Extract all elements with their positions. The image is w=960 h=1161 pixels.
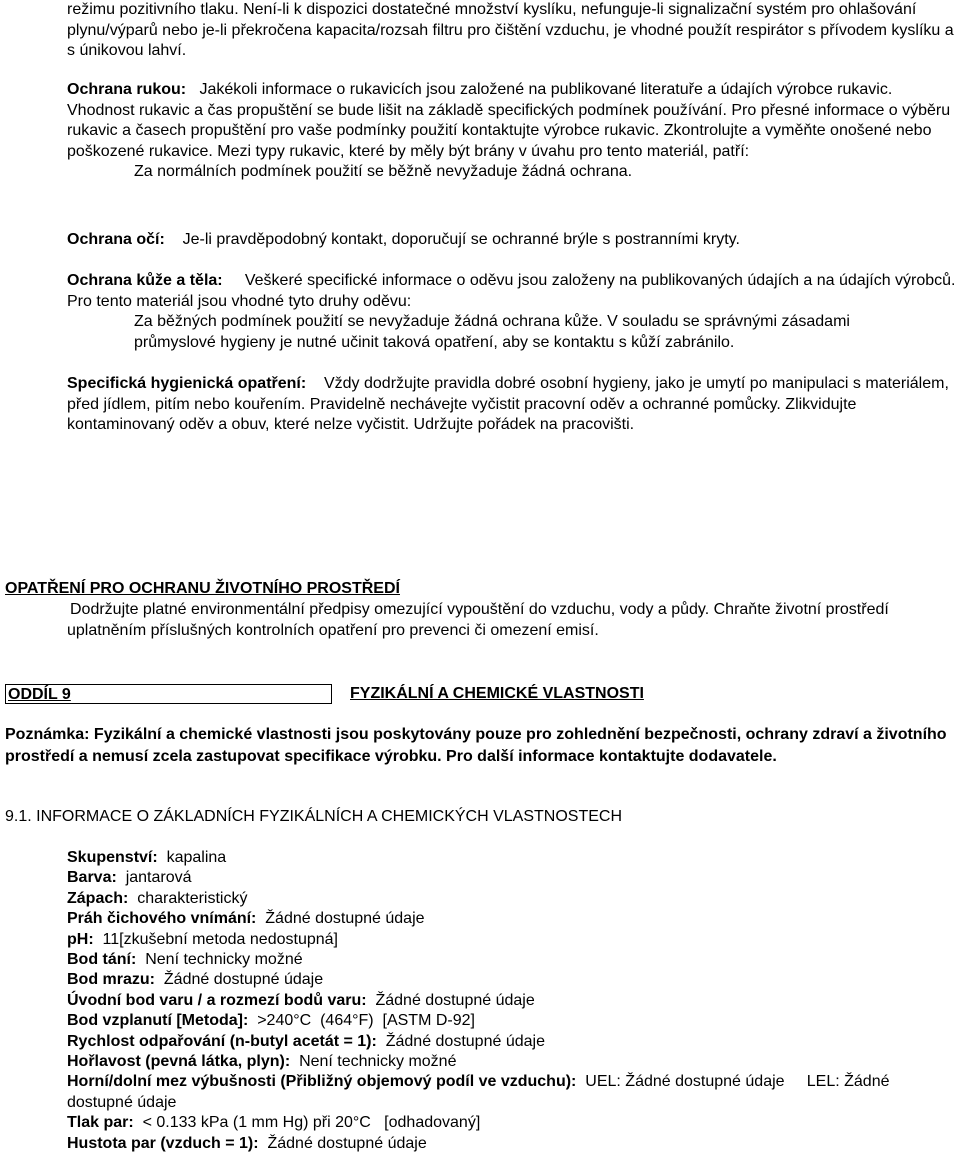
hygiene-text: Vždy dodržujte pravidla dobré osobní hygieny, jako je umytí po manipulaci s materiálem, před jídlem, pitím nebo kouřením. Pravidelně nechávejte vyčistit pracovní oděv a ochranné pomůcky. Zlikvidujte kontaminovaný oděv a obuv, které nelze vyčistit. Udržujte pořádek na pracovišti. bbox=[67, 375, 949, 433]
skin-protection-note: Za běžných podmínek použití se nevyžaduje žádná ochrana kůže. V souladu se správnými zásadami průmyslové hygieny je nutné učinit taková opatření, aby se kontaktu s kůží zabránilo. bbox=[134, 313, 850, 351]
eye-protection-paragraph bbox=[67, 230, 957, 251]
property-label: Bod vzplanutí [Metoda]: bbox=[67, 1012, 249, 1030]
hygiene-paragraph bbox=[67, 374, 957, 436]
subsection-title: 9.1. INFORMACE O ZÁKLADNÍCH FYZIKÁLNÍCH A CHEMICKÝCH VLASTNOSTECH bbox=[5, 808, 622, 825]
property-label: Zápach: bbox=[67, 889, 129, 907]
property-label: Hořlavost (pevná látka, plyn): bbox=[67, 1053, 291, 1071]
property-label: Bod tání: bbox=[67, 951, 137, 969]
properties-list bbox=[67, 848, 957, 1154]
section-number: ODDÍL 9 bbox=[5, 684, 332, 704]
respirator-text: režimu pozitivního tlaku. Není-li k dispozici dostatečné množství kyslíku, nefunguje-li signalizační systém pro ohlašování plynu/výparů nebo je-li překročena kapacita/rozsah filtru pro čištění vzduchu, je vhodné použít respirátor s přívodem kyslíku a s únikovou lahví. bbox=[67, 1, 954, 59]
property-row bbox=[67, 930, 957, 950]
property-value: >240°C (464°F) [ASTM D-92] bbox=[248, 1012, 475, 1030]
environment-text: Dodržujte platné environmentální předpisy omezující vypouštění do vzduchu, vody a půdy. Chraňte životní prostředí uplatněním příslušných kontrolních opatření pro prevenci či omezení emisí. bbox=[67, 601, 889, 639]
section-title: FYZIKÁLNÍ A CHEMICKÉ VLASTNOSTI bbox=[350, 685, 644, 702]
respirator-paragraph bbox=[67, 0, 957, 62]
property-value: charakteristický bbox=[128, 889, 248, 907]
property-value: Žádné dostupné údaje bbox=[376, 1032, 545, 1050]
property-value: kapalina bbox=[157, 849, 227, 866]
environment-paragraph bbox=[67, 600, 957, 641]
property-row bbox=[67, 848, 957, 868]
hand-protection-label: Ochrana rukou: bbox=[67, 81, 187, 98]
eye-protection-label: Ochrana očí: bbox=[67, 231, 165, 248]
skin-protection-paragraph bbox=[67, 271, 957, 353]
property-label: Tlak par: bbox=[67, 1114, 134, 1132]
section-note: Poznámka: Fyzikální a chemické vlastnosti jsou poskytovány pouze pro zohlednění bezpečnosti, ochrany zdraví a životního prostředí a nemusí zcela zastupovat specifikace výrobku. Pro další informace kontaktujte dodavatele. bbox=[5, 726, 947, 765]
property-label: pH: bbox=[67, 930, 94, 948]
section-header bbox=[5, 684, 955, 706]
property-row bbox=[67, 970, 957, 990]
property-value: Žádné dostupné údaje bbox=[366, 991, 535, 1009]
property-label: Bod mrazu: bbox=[67, 971, 155, 989]
property-row bbox=[67, 889, 957, 909]
property-value: 11[zkušební metoda nedostupná] bbox=[93, 930, 338, 948]
hand-protection-note: Za normálních podmínek použití se běžně nevyžaduje žádná ochrana. bbox=[134, 163, 633, 180]
property-label: Skupenství: bbox=[67, 849, 158, 866]
property-row bbox=[67, 1113, 957, 1133]
property-value: Není technicky možné bbox=[136, 951, 303, 969]
property-value: Žádné dostupné údaje bbox=[155, 971, 324, 989]
property-value: Žádné dostupné údaje bbox=[256, 910, 425, 928]
property-value: Žádné dostupné údaje bbox=[258, 1134, 427, 1152]
property-label: Barva: bbox=[67, 869, 117, 887]
property-value: jantarová bbox=[116, 869, 192, 887]
property-row bbox=[67, 1134, 957, 1154]
property-label: Horní/dolní mez výbušnosti (Přibližný objemový podíl ve vzduchu): bbox=[67, 1073, 577, 1091]
property-row bbox=[67, 950, 957, 970]
environment-heading: OPATŘENÍ PRO OCHRANU ŽIVOTNÍHO PROSTŘEDÍ bbox=[5, 580, 400, 597]
property-row bbox=[67, 868, 957, 888]
property-label: Práh čichového vnímání: bbox=[67, 910, 257, 928]
property-row bbox=[67, 1052, 957, 1072]
property-value: Není technicky možné bbox=[290, 1053, 457, 1071]
property-row bbox=[67, 909, 957, 929]
skin-protection-label: Ochrana kůže a těla: bbox=[67, 272, 223, 289]
eye-protection-text: Je-li pravděpodobný kontakt, doporučují se ochranné brýle s postranními kryty. bbox=[182, 231, 740, 248]
property-label: Úvodní bod varu / a rozmezí bodů varu: bbox=[67, 991, 367, 1009]
hand-protection-paragraph bbox=[67, 80, 957, 183]
hand-protection-text: Jakékoli informace o rukavicích jsou založené na publikované literatuře a údajích výrobce rukavic. Vhodnost rukavic a čas propuštění se bude lišit na základě specifických podmínek používání. Pro přesné informace o výběru rukavic a časech propuštění pro vaše podmínky použití kontaktujte výrobce rukavic. Zkontrolujte a vyměňte onošené nebo poškozené rukavice. Mezi typy rukavic, které by měly být brány v úvahu pro tento materiál, patří: bbox=[67, 81, 951, 160]
property-value: UEL: Žádné dostupné údaje LEL: Žádné dostupné údaje bbox=[67, 1073, 894, 1111]
property-label: Hustota par (vzduch = 1): bbox=[67, 1134, 259, 1152]
property-row bbox=[67, 1011, 957, 1031]
hygiene-label: Specifická hygienická opatření: bbox=[67, 375, 307, 392]
skin-protection-text: Veškeré specifické informace o oděvu jsou založeny na publikovaných údajích a na údajích výrobců. Pro tento materiál jsou vhodné tyto druhy oděvu: bbox=[67, 272, 956, 310]
property-value: < 0.133 kPa (1 mm Hg) při 20°C [odhadovaný] bbox=[133, 1114, 481, 1132]
property-row bbox=[67, 991, 957, 1011]
property-label: Rychlost odpařování (n-butyl acetát = 1): bbox=[67, 1032, 377, 1050]
property-row bbox=[67, 1032, 957, 1052]
property-row bbox=[67, 1072, 957, 1113]
